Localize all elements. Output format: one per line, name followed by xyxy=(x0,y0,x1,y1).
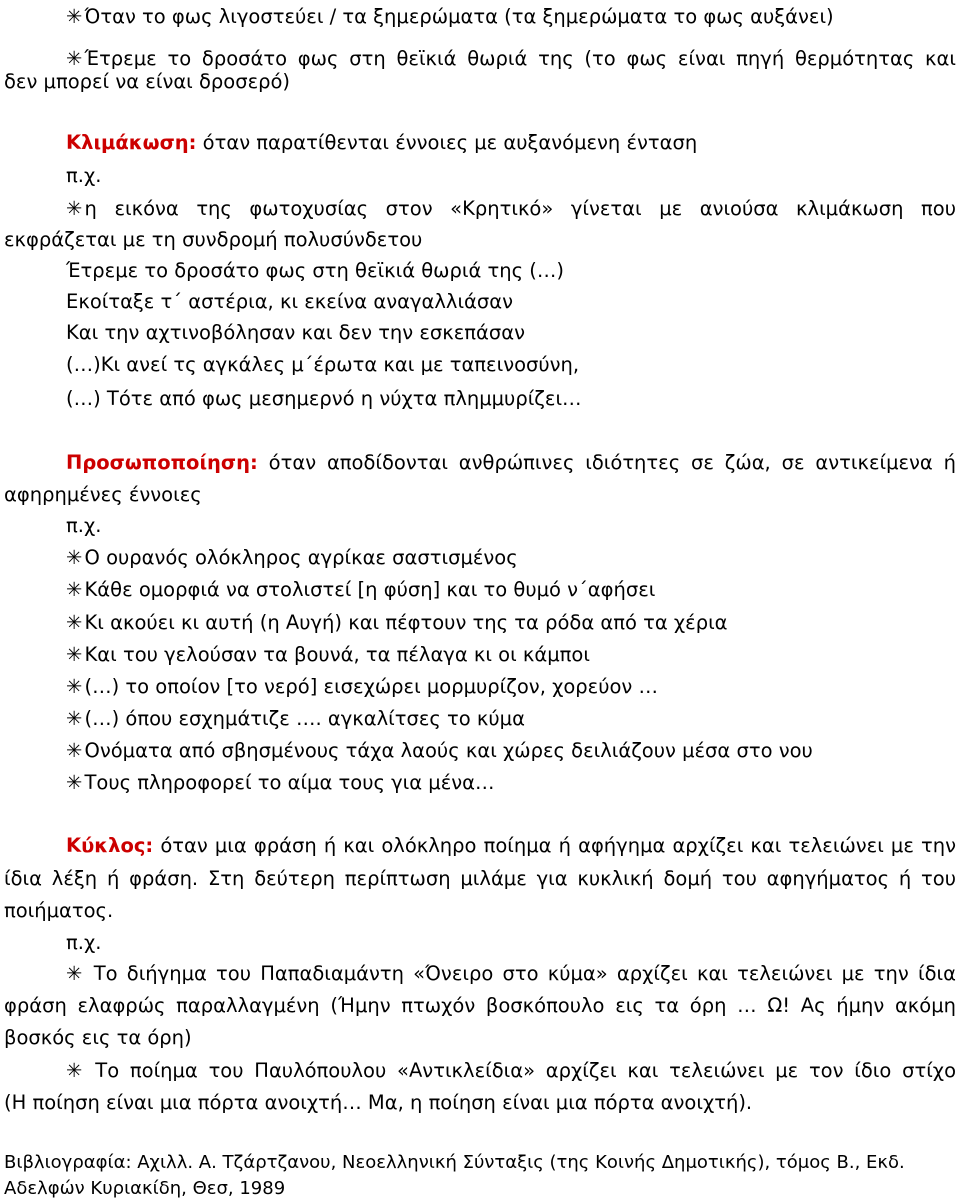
asterisk-icon: ✳ xyxy=(66,771,83,794)
asterisk-icon: ✳ xyxy=(66,675,83,698)
bibliography: Βιβλιογραφία: Αχιλλ. Α. Τζάρτζανου, Νεοελληνική Σύνταξις (της Κοινής Δημοτικής), τόμος Β., Εκδ. xyxy=(4,1152,905,1173)
example-label: π.χ. xyxy=(66,514,102,537)
personification-line: ✳ Κάθε ομορφιά να στολιστεί [η φύση] και το θυμό ν΄αφήσει xyxy=(0,575,960,605)
personification-definition: Προσωποποίηση: όταν αποδίδονται ανθρώπινες ιδιότητες σε ζώα, σε αντικείμενα ή xyxy=(66,451,956,474)
cycle-example-cont: βοσκός εις τα όρη) xyxy=(4,1026,192,1049)
climax-line: Έτρεμε το δροσάτο φως στη θεϊκιά θωριά της (…) xyxy=(66,259,564,282)
cycle-example: ✳ Το ποίημα του Παυλόπουλου «Αντικλείδια» αρχίζει και τελειώνει με τον ίδιο στίχο xyxy=(0,1056,960,1086)
asterisk-icon: ✳ xyxy=(66,611,83,634)
asterisk-icon: ✳ xyxy=(66,739,83,762)
climax-definition: Κλιμάκωση: όταν παρατίθενται έννοιες με αυξανόμενη ένταση xyxy=(66,131,698,154)
asterisk-icon: ✳ xyxy=(66,707,83,730)
asterisk-icon: ✳ xyxy=(66,962,83,985)
climax-line: εκφράζεται με τη συνδρομή πολυσύνδετου xyxy=(4,228,423,251)
personification-line: ✳ (…) το οποίον [το νερό] εισεχώρει μορμυρίζον, χορεύον … xyxy=(0,672,960,702)
cycle-example-cont: φράση ελαφρώς παραλλαγμένη (Ήμην πτωχόν βοσκόπουλο εις τα όρη … Ω! Ας ήμην ακόμη xyxy=(4,994,956,1017)
climax-line: (…)Κι ανεί τς αγκάλες μ΄έρωτα και με ταπεινοσύνη, xyxy=(66,353,580,376)
asterisk-icon: ✳ xyxy=(66,578,83,601)
asterisk-icon: ✳ xyxy=(66,47,83,70)
asterisk-icon: ✳ xyxy=(66,5,83,28)
asterisk-icon: ✳ xyxy=(66,197,83,220)
cycle-definition-cont: ίδια λέξη ή φράση. Στη δεύτερη περίπτωση μιλάμε για κυκλική δομή του αφηγήματος ή του xyxy=(4,867,956,890)
climax-line: Εκοίταξε τ΄ αστέρια, κι εκείνα αναγαλλιάσαν xyxy=(66,290,513,313)
personification-line: ✳ Ονόματα από σβησμένους τάχα λαούς και χώρες δειλιάζουν μέσα στο νου xyxy=(0,736,960,766)
asterisk-icon: ✳ xyxy=(66,1059,83,1082)
cycle-definition-cont: ποιήματος. xyxy=(4,899,114,922)
climax-line: ✳ η εικόνα της φωτοχυσίας στον «Κρητικό» γίνεται με ανιούσα κλιμάκωση που xyxy=(0,194,960,224)
example-label: π.χ. xyxy=(66,931,102,954)
cycle-example-cont: (Η ποίηση είναι μια πόρτα ανοιχτή… Μα, η ποίηση είναι μια πόρτα ανοιχτή). xyxy=(4,1091,753,1114)
personification-line: ✳ Κι ακούει κι αυτή (η Αυγή) και πέφτουν της τα ρόδα από τα χέρια xyxy=(0,608,960,638)
example-label: π.χ. xyxy=(66,164,102,187)
cycle-definition: Κύκλος: όταν μια φράση ή και ολόκληρο ποίημα ή αφήγημα αρχίζει και τελειώνει με την xyxy=(66,834,956,857)
term-label: Κλιμάκωση: xyxy=(66,131,197,154)
climax-line: Και την αχτινοβόλησαν και δεν την εσκεπάσαν xyxy=(66,321,526,344)
personification-line: ✳ Ο ουρανός ολόκληρος αγρίκαε σαστισμένος xyxy=(0,543,960,573)
term-label: Προσωποποίηση: xyxy=(66,451,258,474)
intro-line: δεν μπορεί να είναι δροσερό) xyxy=(4,70,291,93)
personification-line: ✳ (…) όπου εσχημάτιζε …. αγκαλίτσες το κύμα xyxy=(0,704,960,734)
personification-definition-cont: αφηρημένες έννοιες xyxy=(4,483,202,506)
cycle-example: ✳ Το διήγημα του Παπαδιαμάντη «Όνειρο στο κύμα» αρχίζει και τελειώνει με την ίδια xyxy=(0,959,960,989)
term-label: Κύκλος: xyxy=(66,834,154,857)
intro-line: ✳ Όταν το φως λιγοστεύει / τα ξημερώματα (τα ξημερώματα το φως αυξάνει) xyxy=(0,2,960,32)
asterisk-icon: ✳ xyxy=(66,643,83,666)
asterisk-icon: ✳ xyxy=(66,546,83,569)
personification-line: ✳ Και του γελούσαν τα βουνά, τα πέλαγα κι οι κάμποι xyxy=(0,640,960,670)
personification-line: ✳ Τους πληροφορεί το αίμα τους για μένα… xyxy=(0,768,960,798)
bibliography: Αδελφών Κυριακίδη, Θεσ, 1989 xyxy=(4,1178,286,1199)
intro-line: ✳ Έτρεμε το δροσάτο φως στη θεϊκιά θωριά της (το φως είναι πηγή θερμότητας και xyxy=(0,44,960,74)
climax-line: (…) Τότε από φως μεσημερνό η νύχτα πλημμυρίζει… xyxy=(66,387,582,410)
